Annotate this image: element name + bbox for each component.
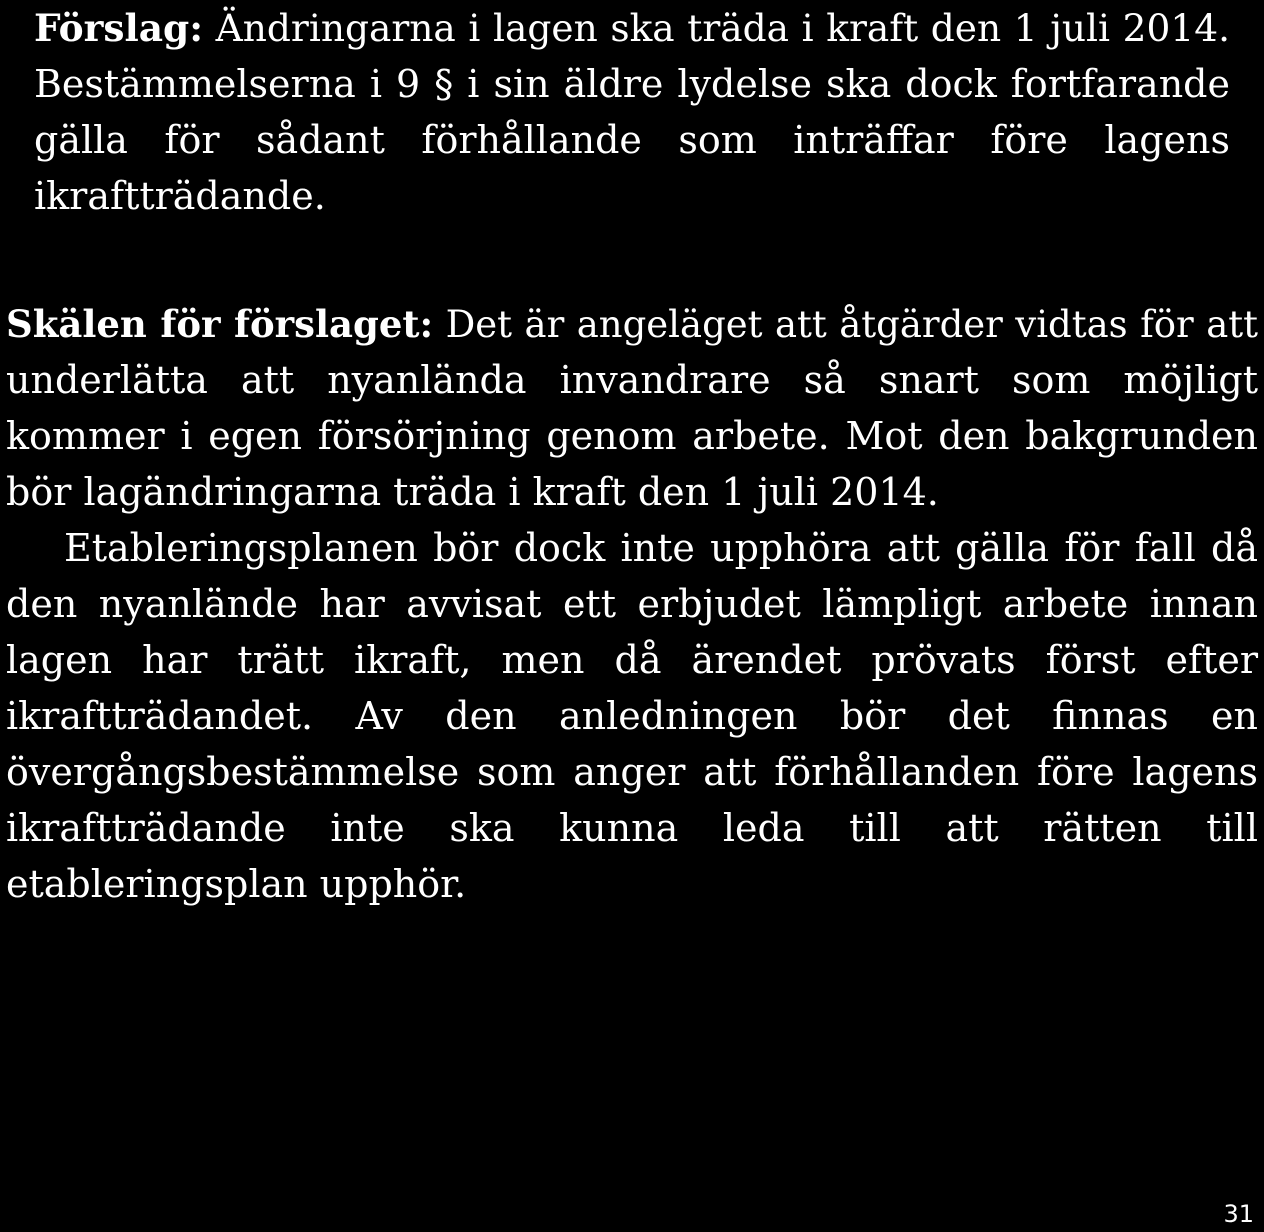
reasons-section <box>6 296 1258 912</box>
proposal-line-3: gälla för sådant förhållande som inträffar före lagens <box>34 118 1230 162</box>
paragraph2-line-6: ikraftträdande inte ska kunna leda till att rätten till <box>6 806 1258 850</box>
proposal-heading: Förslag: <box>34 6 204 50</box>
paragraph2-line-2: den nyanlände har avvisat ett erbjudet lämpligt arbete innan <box>6 582 1258 626</box>
proposal-line-4: ikraftträdande. <box>34 174 326 218</box>
reasons-heading: Skälen för förslaget: <box>6 302 434 346</box>
proposal-line-2: Bestämmelserna i 9 § i sin äldre lydelse ska dock fortfarande <box>34 62 1230 106</box>
paragraph2-line-1: Etableringsplanen bör dock inte upphöra att gälla för fall då <box>64 526 1258 570</box>
paragraph2-line-3: lagen har trätt ikraft, men då ärendet prövats först efter <box>6 638 1258 682</box>
paragraph2-line-5: övergångsbestämmelse som anger att förhållanden före lagens <box>6 750 1258 794</box>
reasons-text-1: Det är angeläget att åtgärder vidtas för att <box>433 303 1258 346</box>
proposal-section <box>34 0 1230 224</box>
paragraph2-line-4: ikraftträdandet. Av den anledningen bör det finnas en <box>6 694 1258 738</box>
proposal-text-1: Ändringarna i lagen ska träda i kraft den 1 juli 2014. <box>203 6 1230 50</box>
proposal-line-1 <box>34 0 1230 56</box>
reasons-line-1 <box>6 296 1258 352</box>
reasons-line-2: underlätta att nyanlända invandrare så snart som möjligt <box>6 358 1258 402</box>
paragraph2-line-7: etableringsplan upphör. <box>6 862 467 906</box>
page-number: 31 <box>1223 1200 1254 1228</box>
reasons-line-4: bör lagändringarna träda i kraft den 1 juli 2014. <box>6 470 939 514</box>
reasons-line-3: kommer i egen försörjning genom arbete. Mot den bakgrunden <box>6 414 1258 458</box>
